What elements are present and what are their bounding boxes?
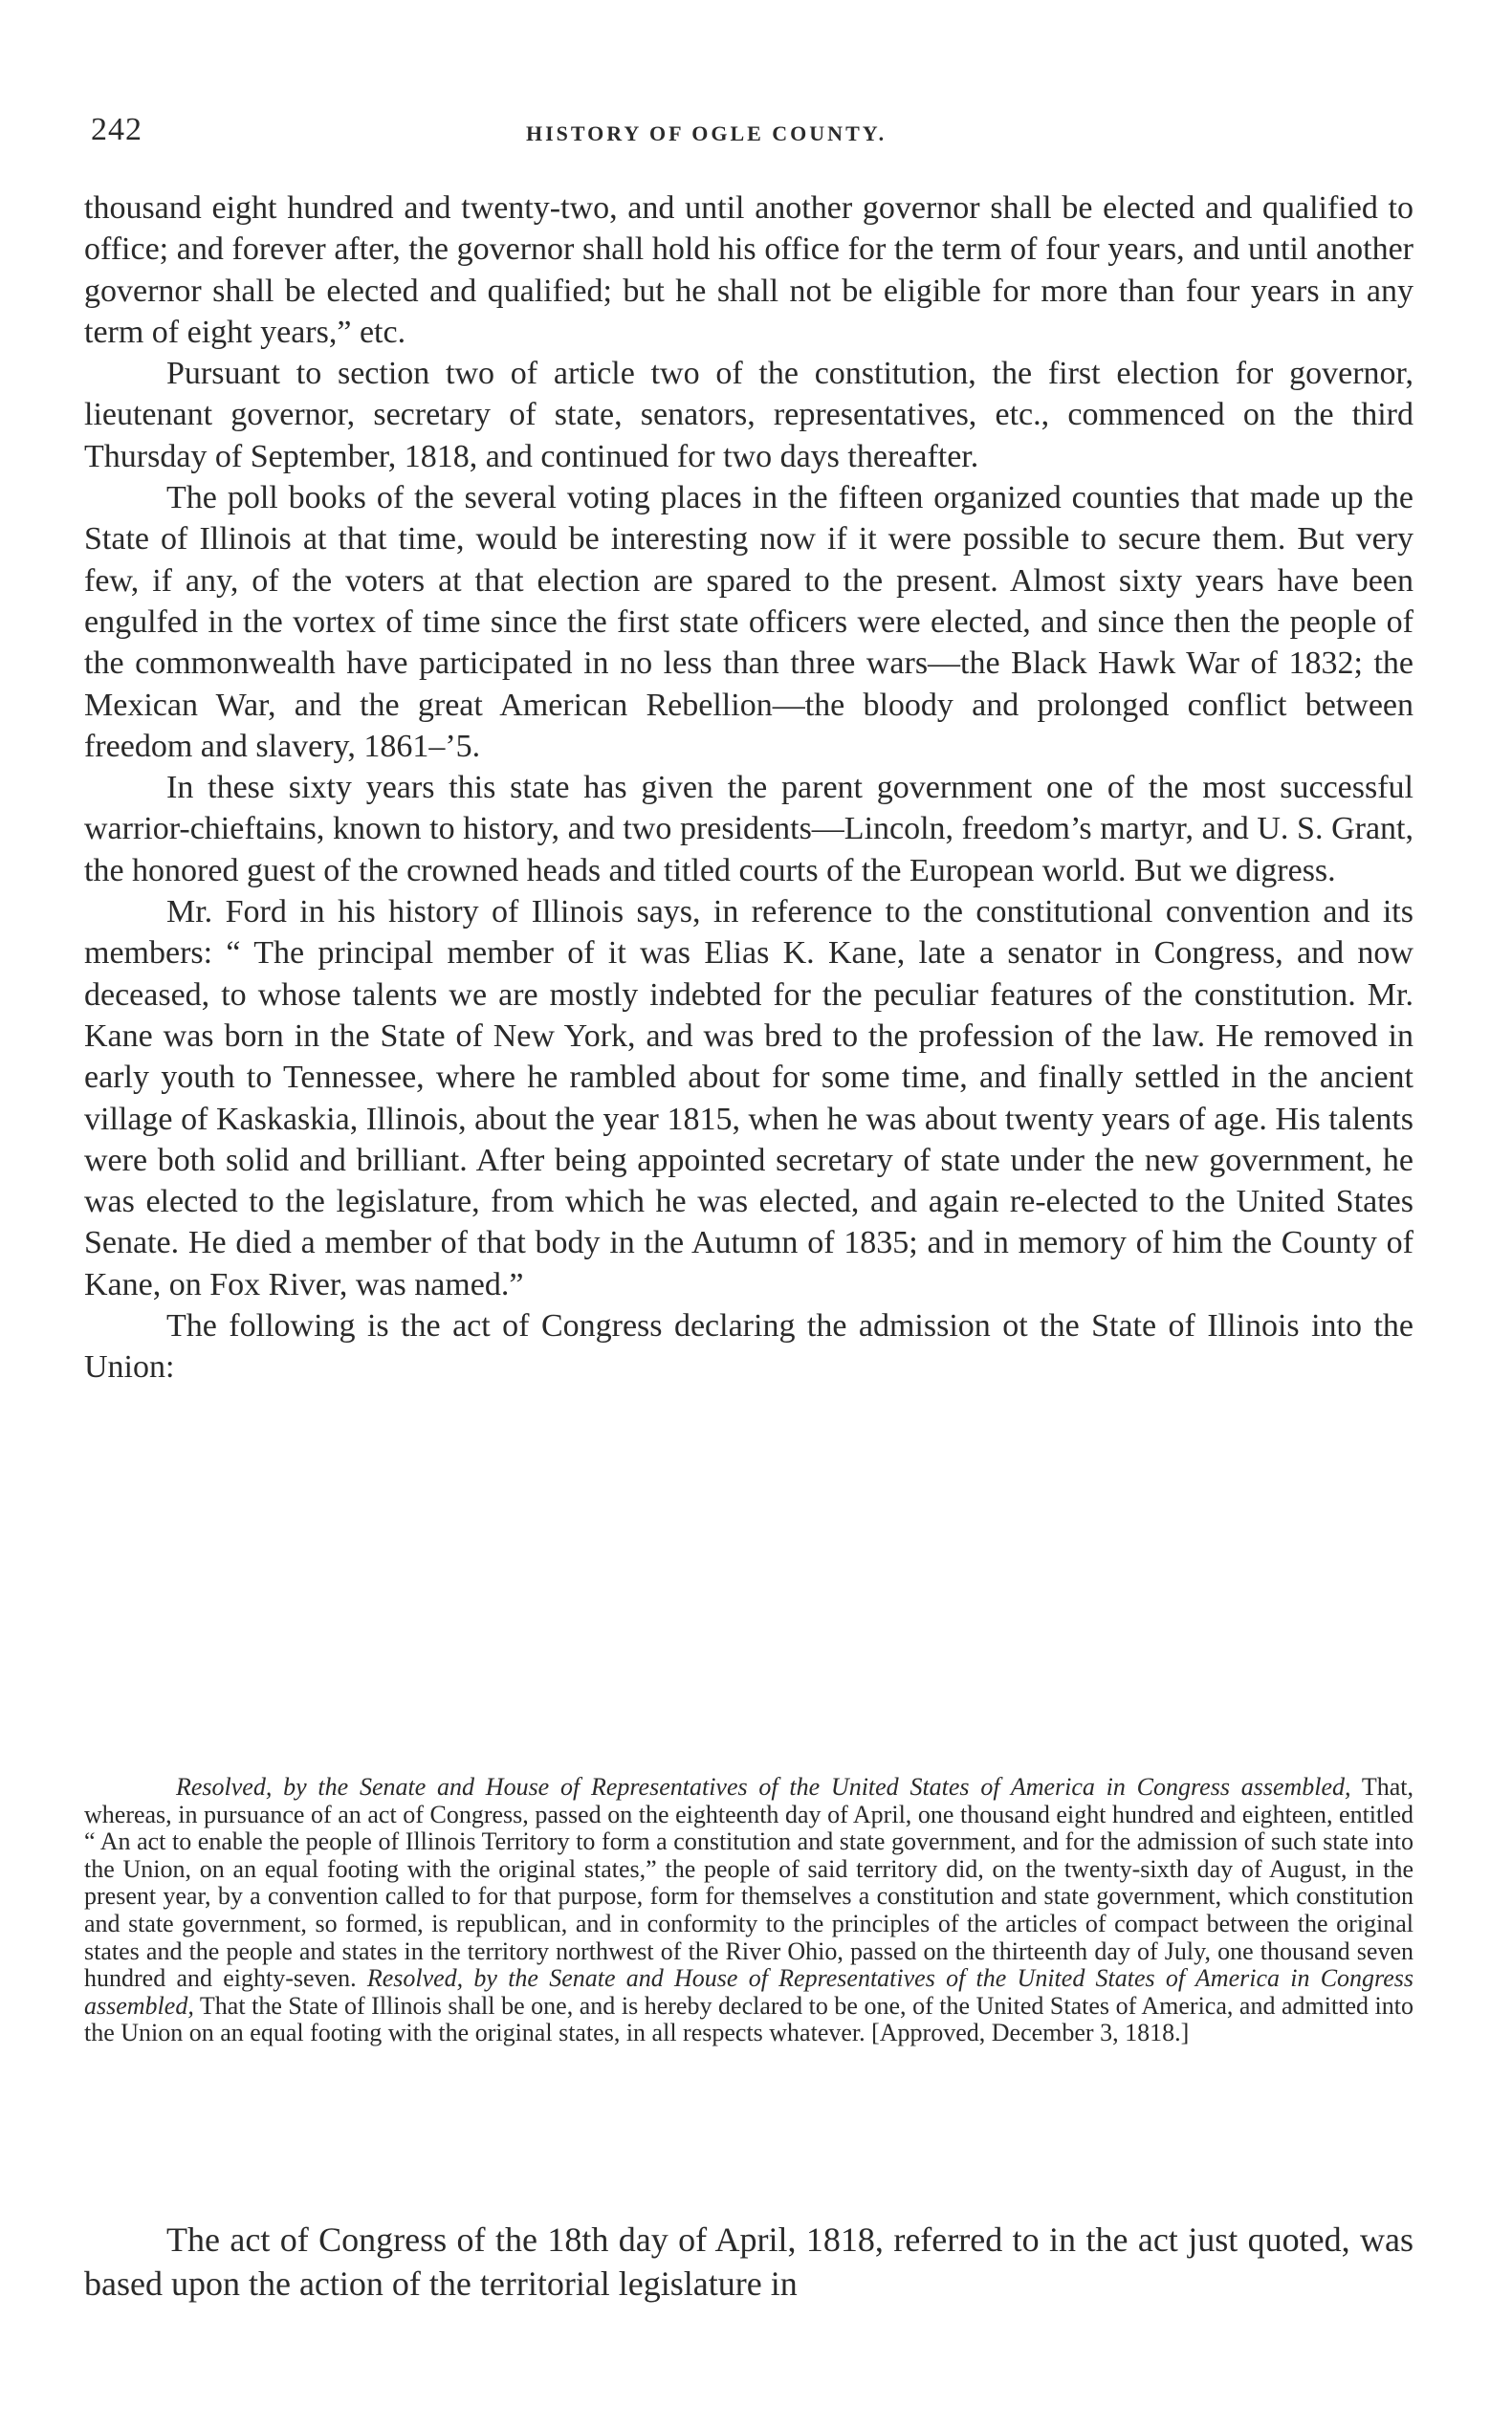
resolution-text (84, 1774, 1413, 2047)
paragraph-ford-history: Mr. Ford in his history of Illinois says, in reference to the constitutional convention and its members: “ The principal member of it was Elias K. Kane, late a senator in Congress, and now deceased, to whose talents we are mostly indebted for the peculiar features of the constitution. Mr. Kane was born in the State of New York, and was bred to the profession of the law. He removed in early youth to Tennessee, where he rambled about for some time, and finally settled in the ancient village of Kaskaskia, Illinois, about the year 1815, when he was about twenty years of age. His talents were both solid and brilliant. After being appointed secretary of state under the new government, he was elected to the legislature, from which he was elected, and again re-elected to the United States Senate. He died a member of that body in the Autumn of 1835; and in memory of him the County of Kane, on Fox River, was named.” (84, 894, 1413, 1302)
resolution-enacting-clause-2: Resolved, by the Senate and House of Representatives of the United States of America in Congress assembled, (84, 1964, 1413, 2020)
paragraph-closing: The act of Congress of the 18th day of April, 1818, referred to in the act just quoted, was based upon the action of the territorial legislature in (84, 2220, 1413, 2303)
running-head (91, 111, 1411, 159)
resolution-block (84, 1774, 1413, 2047)
page-number: 242 (91, 112, 142, 147)
paragraph-poll-books: The poll books of the several voting places in the fifteen organized counties that made up the State of Illinois at that time, would be interesting now if it were possible to secure them. But very few, if any, of the voters at that election are spared to the present. Almost sixty years have been engulfed in the vortex of time since the first state officers were elected, and since then the people of the commonwealth have participated in no less than three wars—the Black Hawk War of 1832; the Mexican War, and the great American Rebellion—the bloody and prolonged conflict between freedom and slavery, 1861–’5. (84, 480, 1413, 764)
resolution-body-1: That, whereas, in pursuance of an act of Congress, passed on the eighteenth day of April, one thousand eight hundred and eighteen, entitled “ An act to enable the people of Illinois Territory to form a constitution and state government, and for the admission of such state into the Union, on an equal footing with the original states,” the people of said territory did, on the twenty-sixth day of August, in the present year, by a convention called to for that purpose, form for themselves a constitution and state government, which constitution and state government, so formed, is republican, and in conformity to the principles of the articles of compact between the original states and the people and states in the territory northwest of the River Ohio, passed on the thirteenth day of July, one thousand seven hundred and eighty-seven. (84, 1773, 1413, 1993)
running-title: HISTORY OF OGLE COUNTY. (526, 121, 887, 145)
paragraph-continued: thousand eight hundred and twenty-two, and until another governor shall be elected and qualified to office; and forever after, the governor shall hold his office for the term of four years, and until another governor shall be elected and qualified; but he shall not be eligible for more than four years in any term of eight years,” etc. (84, 190, 1413, 350)
body-text (84, 187, 1413, 1389)
resolution-body-2: That the State of Illinois shall be one, and is hereby declared to be one, of the United States of America, and admitted into the Union on an equal footing with the original states, in all respects whatever. [Approved, December 3, 1818.] (84, 1991, 1413, 2047)
closing-text (84, 2218, 1413, 2306)
paragraph-act-intro: The following is the act of Congress declaring the admission ot the State of Illinois into the Union: (84, 1308, 1413, 1386)
paragraph-sixty-years: In these sixty years this state has given the parent government one of the most successful warrior-chieftains, known to history, and two presidents—Lincoln, freedom’s martyr, and U. S. Grant, the honored guest of the crowned heads and titled courts of the European world. But we digress. (84, 770, 1413, 888)
paragraph-election: Pursuant to section two of article two of the constitution, the first election for governor, lieutenant governor, secretary of state, senators, representatives, etc., commenced on the third Thursday of September, 1818, and continued for two days thereafter. (84, 356, 1413, 474)
resolution-enacting-clause-1: Resolved, by the Senate and House of Representatives of the United States of America in Congress assembled, (176, 1773, 1351, 1801)
